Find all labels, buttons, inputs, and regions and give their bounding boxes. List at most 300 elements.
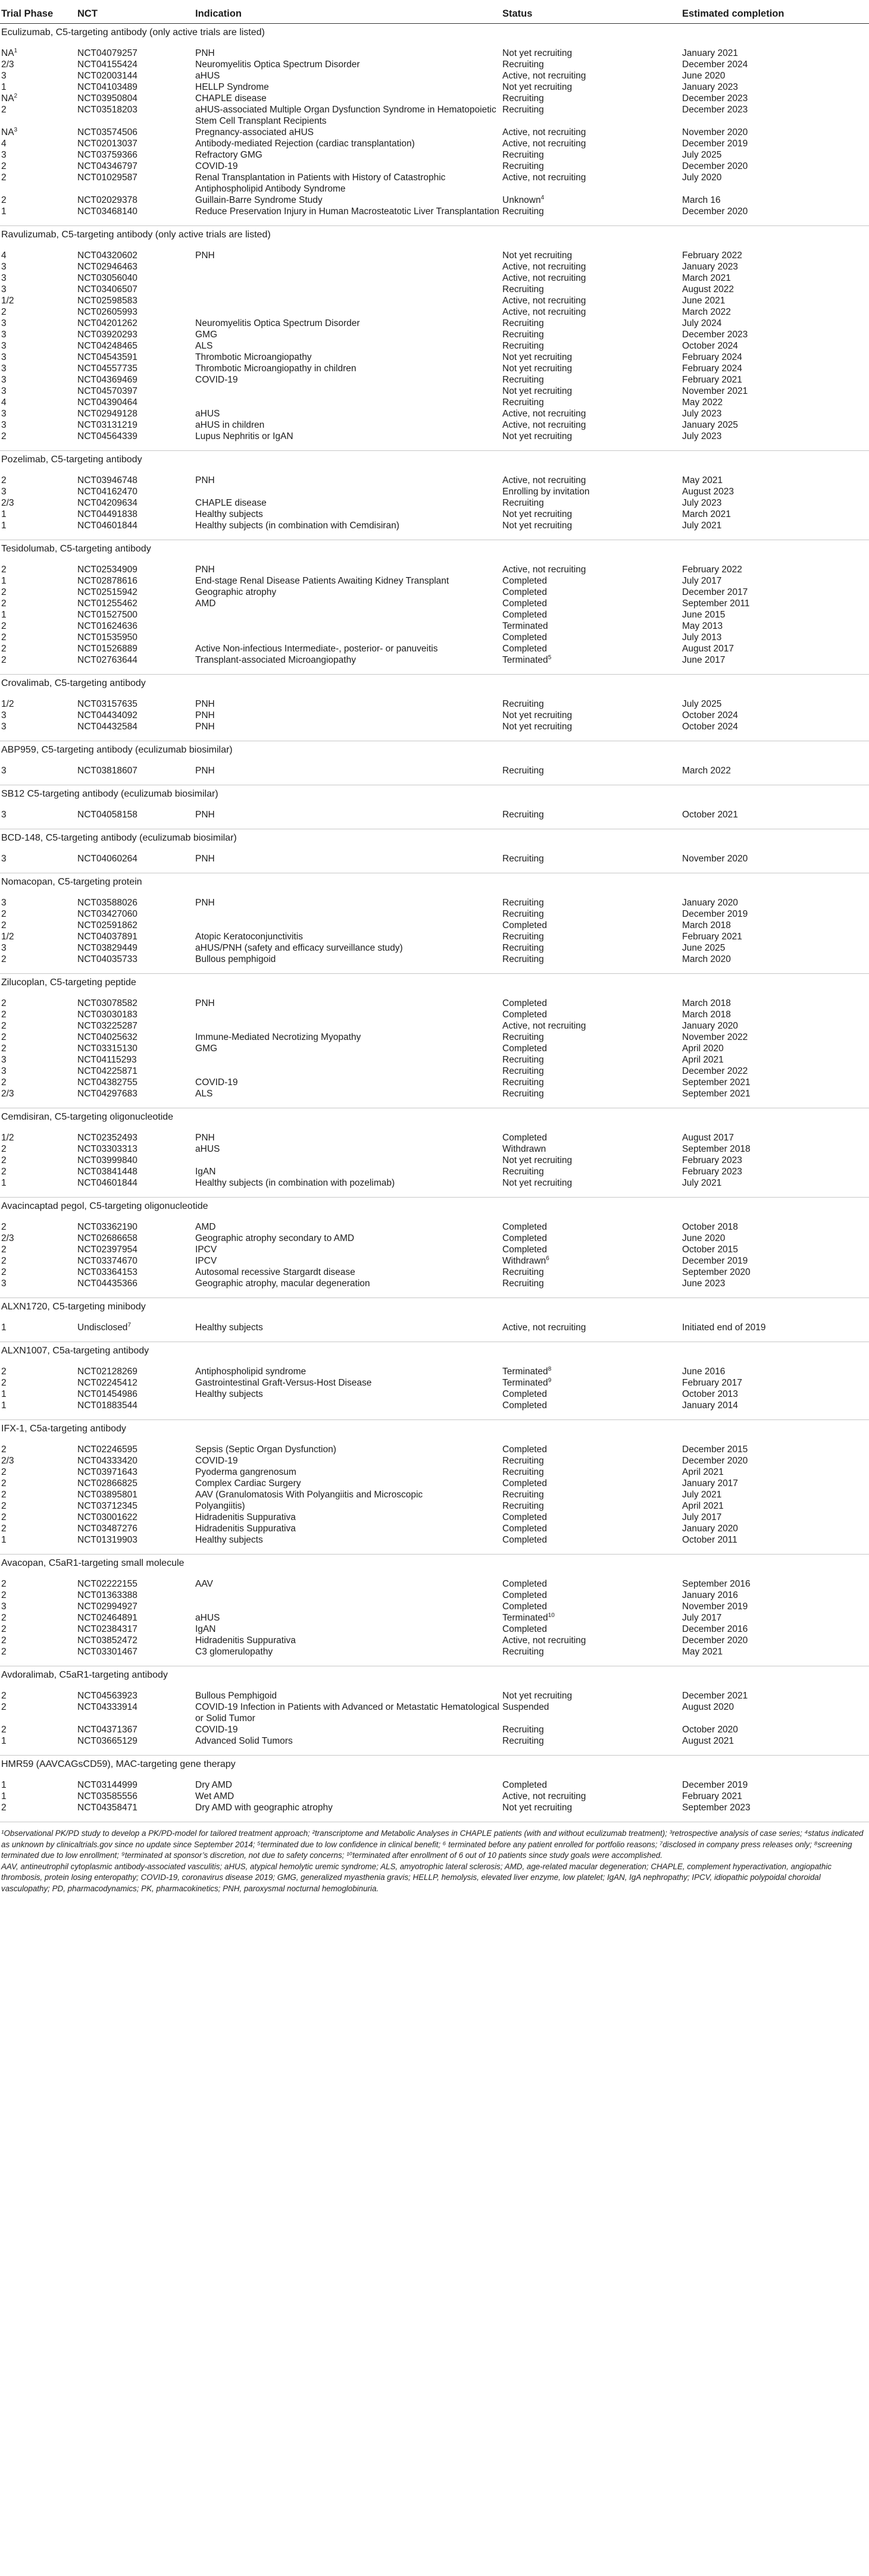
cell-trial-phase-text: 2 [1,1043,7,1054]
table-row [0,1466,869,1478]
cell-nct [77,1088,195,1099]
cell-indication-text: Healthy subjects (in combination with Cemdisiran) [195,521,399,531]
cell-estimated-completion-text: February 2021 [682,375,742,385]
cell-trial-phase [0,1478,77,1489]
cell-nct-text: NCT04225871 [77,1066,137,1076]
cell-status-text: Recruiting [502,1725,544,1735]
cell-estimated-completion-text: July 2023 [682,409,722,419]
cell-trial-phase [0,82,77,93]
cell-nct-text: NCT04248465 [77,341,137,351]
cell-trial-phase-text: 3 [1,375,7,385]
cell-status [502,363,682,374]
cell-nct-text: NCT04369469 [77,375,137,385]
cell-trial-phase [0,206,77,217]
cell-trial-phase [0,1489,77,1500]
cell-indication [195,710,502,721]
cell-status [502,306,682,318]
cell-nct [77,70,195,82]
cell-status [502,352,682,363]
drug-section [0,1756,869,1822]
cell-estimated-completion [682,419,869,431]
cell-estimated-completion-text: July 2020 [682,173,722,183]
cell-status [502,1389,682,1400]
cell-trial-phase [0,1466,77,1478]
cell-estimated-completion [682,1635,869,1646]
cell-trial-phase [0,632,77,643]
drug-section-title: Nomacopan, C5-targeting protein [1,877,142,887]
cell-indication [195,1534,502,1546]
cell-estimated-completion-text: July 2021 [682,1490,722,1500]
cell-status-text: Recruiting [502,341,544,351]
cell-status [502,1077,682,1088]
cell-status [502,1155,682,1166]
cell-status [502,931,682,942]
cell-indication-text: Guillain-Barre Syndrome Study [195,195,323,205]
cell-trial-phase [0,587,77,598]
cell-nct [77,1590,195,1601]
cell-indication-text: PNH [195,722,215,732]
cell-nct [77,295,195,306]
cell-trial-phase-text: 2 [1,1702,7,1712]
cell-status-text: Recruiting [502,397,544,408]
cell-indication [195,1646,502,1657]
cell-indication [195,93,502,104]
cell-estimated-completion-text: April 2021 [682,1501,724,1511]
table-row [0,195,869,206]
cell-indication-text: PNH [195,1133,215,1143]
cell-nct [77,643,195,654]
cell-estimated-completion [682,1244,869,1255]
cell-nct-text: NCT01527500 [77,610,137,620]
cell-indication [195,149,502,161]
cell-nct-text: NCT03585556 [77,1791,137,1801]
cell-nct [77,386,195,397]
cell-nct [77,1724,195,1735]
drug-section-title: BCD-148, C5-targeting antibody (eculizumab biosimilar) [1,833,237,843]
cell-trial-phase [0,1155,77,1166]
cell-nct-text: NCT04035733 [77,954,137,964]
drug-section-title: Avacopan, C5aR1-targeting small molecule [1,1558,185,1568]
table-row [0,1612,869,1624]
table-row [0,1244,869,1255]
cell-status [502,1177,682,1189]
cell-estimated-completion-text: August 2021 [682,1736,734,1746]
cell-status-text: Recruiting [502,943,544,953]
cell-nct [77,1233,195,1244]
cell-indication-text: Active Non-infectious Intermediate-, posterior- or panuveitis [195,644,438,654]
cell-estimated-completion-text: December 2020 [682,1456,748,1466]
drug-section [0,873,869,974]
cell-indication-text: Renal Transplantation in Patients with History of Catastrophic Antiphospholipid Antibody Syndrome [195,173,446,194]
table-row [0,1624,869,1635]
cell-indication-text: ALS [195,341,213,351]
cell-nct [77,1500,195,1512]
cell-nct-text: NCT01319903 [77,1535,137,1545]
table-row [0,374,869,386]
cell-nct [77,598,195,609]
cell-indication [195,897,502,908]
cell-status [502,1455,682,1466]
cell-status [502,710,682,721]
cell-estimated-completion [682,931,869,942]
cell-estimated-completion-text: July 2017 [682,576,722,586]
cell-nct-text: NCT04162470 [77,487,137,497]
cell-trial-phase-text: 2 [1,1691,7,1701]
table-row [0,1066,869,1077]
cell-estimated-completion [682,1389,869,1400]
cell-indication-text: AMD [195,1222,216,1232]
footnote-definitions: ¹Observational PK/PD study to develop a PK/PD-model for tailored treatment approach; ²transcriptome and Metabolic Analyses in CHAPLE patients (with and without eculizumab treatment); ³retrospective analysis of case series; ⁴status indicated as unknown by clinicaltrials.gov since no update since September 2014; ⁵terminated due to low confidence in clinical benefit; ⁶ terminated before any patient enrolled for portfolio reasons; ⁷disclosed in company press releases only; ⁸screening terminated due to low enrollment; ⁹terminated at sponsor’s discretion, not due to safety concerns; ¹⁰terminated after enrollment of 6 out of 10 patients since study goals were accomplished. [1,1829,864,1860]
cell-status-text: Recruiting [502,699,544,709]
cell-indication [195,1244,502,1255]
cell-estimated-completion [682,954,869,965]
cell-nct [77,363,195,374]
cell-estimated-completion-text: June 2020 [682,71,726,81]
cell-indication-text: IPCV [195,1256,217,1266]
table-row [0,564,869,575]
cell-status [502,721,682,732]
cell-estimated-completion [682,1646,869,1657]
cell-trial-phase [0,127,77,138]
cell-estimated-completion [682,1590,869,1601]
cell-status-text: Completed [502,1222,547,1232]
cell-trial-phase-text: 2 [1,1512,7,1522]
cell-trial-phase-text: 2 [1,105,7,115]
cell-indication-text: aHUS in children [195,420,265,430]
cell-status [502,48,682,59]
cell-indication-text: Healthy subjects [195,509,263,519]
drug-section-title: Ravulizumab, C5-targeting antibody (only active trials are listed) [1,230,271,240]
cell-nct [77,1077,195,1088]
cell-estimated-completion-text: June 2025 [682,943,726,953]
cell-trial-phase-text: 2 [1,1245,7,1255]
cell-indication-text: PNH [195,766,215,776]
cell-status-text: Not yet recruiting [502,363,573,374]
cell-nct [77,408,195,419]
cell-status-text: Completed [502,1524,547,1534]
cell-trial-phase [0,809,77,820]
cell-indication [195,1612,502,1624]
drug-section-title: ABP959, C5-targeting antibody (eculizumab biosimilar) [1,745,233,755]
cell-estimated-completion-text: October 2024 [682,710,738,720]
cell-status-text: Unknown [502,195,541,205]
cell-nct-text: NCT04103489 [77,82,137,92]
cell-nct [77,284,195,295]
cell-estimated-completion [682,1523,869,1534]
cell-nct-text: NCT04432584 [77,722,137,732]
cell-nct-text: NCT04115293 [77,1055,137,1065]
cell-trial-phase [0,1802,77,1813]
cell-trial-phase-text: 4 [1,139,7,149]
cell-estimated-completion-text: August 2017 [682,1133,734,1143]
cell-nct-text: NCT04371367 [77,1725,137,1735]
cell-indication [195,1690,502,1701]
cell-trial-phase [0,1132,77,1143]
cell-trial-phase-text: 3 [1,284,7,294]
cell-estimated-completion [682,161,869,172]
cell-trial-phase-text: 2 [1,1490,7,1500]
cell-estimated-completion [682,1043,869,1054]
cell-estimated-completion [682,1077,869,1088]
cell-indication-text: HELLP Syndrome [195,82,269,92]
cell-nct [77,587,195,598]
cell-estimated-completion [682,408,869,419]
cell-estimated-completion-text: October 2015 [682,1245,738,1255]
cell-status [502,1500,682,1512]
cell-indication [195,1466,502,1478]
cell-indication-text: Healthy subjects [195,1323,263,1333]
cell-status-text: Not yet recruiting [502,250,573,261]
cell-indication [195,1590,502,1601]
cell-indication-text: Dry AMD [195,1780,232,1790]
cell-trial-phase [0,1032,77,1043]
table-row [0,475,869,486]
table-row [0,1779,869,1791]
table-row [0,272,869,284]
cell-status [502,509,682,520]
cell-status [502,654,682,666]
cell-nct-text: NCT02878616 [77,576,137,586]
cell-indication-text: PNH [195,810,215,820]
cell-nct-text: NCT04382755 [77,1077,137,1088]
cell-estimated-completion-text: December 2020 [682,206,748,217]
cell-estimated-completion [682,1489,869,1500]
table-row [0,1512,869,1523]
cell-trial-phase [0,59,77,70]
cell-nct-text: NCT03950804 [77,93,137,104]
cell-indication-text: aHUS [195,1613,220,1623]
table-row [0,329,869,340]
cell-indication [195,1377,502,1389]
cell-indication [195,295,502,306]
cell-status-text: Not yet recruiting [502,352,573,362]
cell-estimated-completion [682,1400,869,1411]
cell-status [502,598,682,609]
cell-estimated-completion [682,1009,869,1020]
table-row [0,954,869,965]
cell-indication [195,1802,502,1813]
cell-indication [195,48,502,59]
cell-indication-text: COVID-19 [195,375,238,385]
cell-status [502,1724,682,1735]
cell-indication-text: Immune-Mediated Necrotizing Myopathy [195,1032,361,1042]
cell-indication [195,363,502,374]
header-trial-phase: Trial Phase [1,8,54,19]
cell-indication [195,853,502,864]
table-row [0,1735,869,1747]
cell-status-text: Recruiting [502,1736,544,1746]
cell-nct [77,329,195,340]
cell-nct-text: NCT04601844 [77,521,137,531]
cell-nct-text: NCT04079257 [77,48,137,58]
cell-nct [77,93,195,104]
cell-estimated-completion-text: March 2018 [682,1010,731,1020]
cell-nct [77,172,195,195]
cell-trial-phase-text: 1 [1,1780,7,1790]
cell-estimated-completion [682,1444,869,1455]
cell-indication [195,1221,502,1233]
cell-status [502,698,682,710]
cell-trial-phase-text: 3 [1,854,7,864]
cell-status-text: Recruiting [502,161,544,171]
cell-status [502,1590,682,1601]
cell-status-text: Recruiting [502,1501,544,1511]
cell-trial-phase [0,250,77,261]
cell-trial-phase [0,1500,77,1512]
drug-section [0,24,869,226]
cell-indication [195,654,502,666]
cell-nct [77,486,195,497]
cell-status-text: Withdrawn [502,1256,546,1266]
cell-estimated-completion-text: November 2020 [682,127,748,137]
cell-status-text: Not yet recruiting [502,431,573,441]
table-header-row [0,4,869,24]
cell-status-text: Withdrawn [502,1144,546,1154]
cell-nct [77,318,195,329]
cell-status [502,1043,682,1054]
table-row [0,998,869,1009]
table-row [0,295,869,306]
cell-nct [77,475,195,486]
cell-trial-phase-text: 2 [1,161,7,171]
cell-estimated-completion-text: December 2019 [682,909,748,919]
table-row [0,1489,869,1500]
cell-indication [195,1455,502,1466]
cell-indication [195,486,502,497]
cell-nct [77,654,195,666]
cell-status-text: Suspended [502,1702,549,1712]
cell-estimated-completion-text: July 2025 [682,699,722,709]
cell-status-text: Not yet recruiting [502,1691,573,1701]
cell-status [502,1601,682,1612]
cell-estimated-completion-text: July 2021 [682,1178,722,1188]
cell-estimated-completion [682,363,869,374]
cell-status [502,318,682,329]
drug-section [0,1198,869,1298]
cell-indication-text: AAV (Granulomatosis With Polyangiitis and Microscopic [195,1490,423,1500]
drug-section-title: Tesidolumab, C5-targeting antibody [1,544,151,554]
cell-status-text: Not yet recruiting [502,509,573,519]
cell-estimated-completion [682,1779,869,1791]
cell-status-text: Recruiting [502,330,544,340]
cell-nct-text: NCT04155424 [77,59,137,70]
cell-estimated-completion-text: April 2020 [682,1043,724,1054]
cell-estimated-completion-text: September 2023 [682,1803,751,1813]
cell-indication [195,497,502,509]
cell-indication-text: Bullous Pemphigoid [195,1691,277,1701]
cell-indication-text: Geographic atrophy, macular degeneration [195,1278,370,1289]
cell-status [502,497,682,509]
cell-trial-phase-text: 1/2 [1,932,14,942]
cell-estimated-completion-text: Initiated end of 2019 [682,1323,766,1333]
cell-status [502,206,682,217]
cell-estimated-completion [682,1155,869,1166]
cell-trial-phase-text: 3 [1,71,7,81]
cell-trial-phase [0,1523,77,1534]
cell-estimated-completion-text: February 2021 [682,1791,742,1801]
cell-indication-text: Dry AMD with geographic atrophy [195,1803,333,1813]
table-row [0,1233,869,1244]
cell-estimated-completion [682,284,869,295]
cell-indication [195,408,502,419]
cell-estimated-completion-text: October 2018 [682,1222,738,1232]
footnote-marker: 7 [127,1321,131,1328]
cell-indication [195,138,502,149]
cell-status-text: Completed [502,1602,547,1612]
cell-estimated-completion-text: December 2016 [682,1624,748,1634]
cell-estimated-completion [682,195,869,206]
cell-indication-text: COVID-19 [195,1725,238,1735]
cell-trial-phase [0,1646,77,1657]
cell-trial-phase [0,431,77,442]
cell-status [502,853,682,864]
table-row [0,1009,869,1020]
cell-indication [195,1489,502,1500]
cell-status-text: Recruiting [502,954,544,964]
cell-trial-phase [0,1267,77,1278]
cell-estimated-completion-text: January 2020 [682,898,738,908]
cell-nct-text: NCT04060264 [77,854,137,864]
cell-trial-phase [0,1177,77,1189]
cell-trial-phase [0,710,77,721]
cell-nct-text: NCT03364153 [77,1267,137,1277]
cell-indication [195,1267,502,1278]
cell-status-text: Completed [502,1624,547,1634]
cell-trial-phase-text: 3 [1,487,7,497]
cell-nct-text: NCT02591862 [77,920,137,930]
cell-indication-text: GMG [195,1043,218,1054]
cell-indication [195,1032,502,1043]
cell-estimated-completion [682,809,869,820]
cell-trial-phase-text: 2 [1,173,7,183]
cell-estimated-completion-text: October 2024 [682,341,738,351]
cell-trial-phase-text: 2 [1,1501,7,1511]
cell-status-text: Completed [502,1233,547,1243]
cell-trial-phase-text: 3 [1,1055,7,1065]
cell-trial-phase [0,397,77,408]
cell-status [502,1009,682,1020]
cell-estimated-completion-text: June 2016 [682,1367,726,1377]
cell-estimated-completion [682,486,869,497]
cell-estimated-completion [682,698,869,710]
cell-trial-phase-text: 2 [1,1647,7,1657]
cell-nct [77,520,195,531]
cell-status [502,127,682,138]
cell-trial-phase-text: 3 [1,710,7,720]
cell-indication [195,1255,502,1267]
cell-estimated-completion-text: November 2019 [682,1602,748,1612]
cell-status [502,1466,682,1478]
cell-indication-text: Complex Cardiac Surgery [195,1478,301,1488]
header-status: Status [502,8,533,19]
cell-estimated-completion-text: November 2020 [682,854,748,864]
drug-section [0,741,869,785]
cell-indication-text: Gastrointestinal Graft-Versus-Host Disease [195,1378,372,1388]
cell-status [502,1444,682,1455]
cell-estimated-completion-text: January 2021 [682,48,738,58]
cell-nct [77,1043,195,1054]
cell-status [502,1802,682,1813]
cell-nct-text: NCT03588026 [77,898,137,908]
cell-trial-phase-text: 2 [1,587,7,597]
cell-status-text: Not yet recruiting [502,722,573,732]
cell-indication-text: Polyangiitis) [195,1501,245,1511]
cell-status-text: Recruiting [502,59,544,70]
table-row [0,1132,869,1143]
cell-trial-phase [0,318,77,329]
cell-nct-text: NCT03225287 [77,1021,137,1031]
cell-estimated-completion [682,295,869,306]
